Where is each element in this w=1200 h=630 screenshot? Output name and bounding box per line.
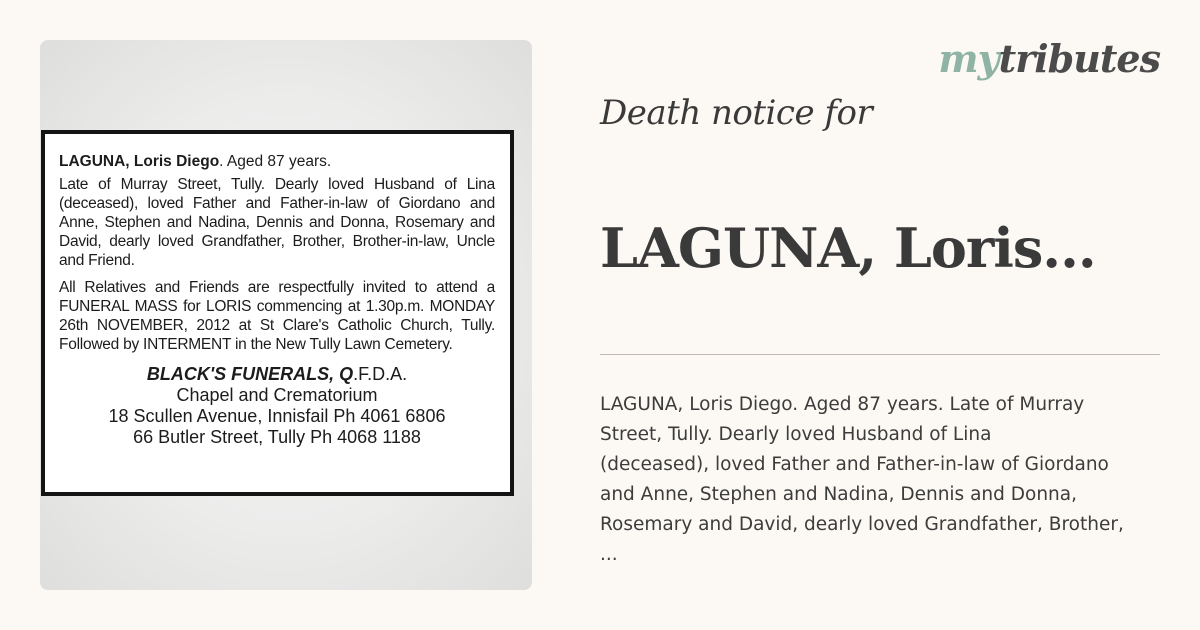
funeral-address-innisfail: 18 Scullen Avenue, Innisfail Ph 4061 6806 bbox=[108, 406, 446, 426]
notice-paragraph-family: Late of Murray Street, Tully. Dearly loved Husband of Lina (deceased), loved Father and Father-in-law of Giordano and Anne, Stephen and Nadina, Dennis and Donna, Rosemary and David, dearly loved Grandfather, Brother, Brother-in-law, Uncle and Friend. bbox=[59, 176, 495, 269]
funeral-director-block bbox=[59, 364, 495, 448]
newspaper-notice bbox=[41, 130, 514, 496]
notice-heading bbox=[59, 152, 495, 171]
deceased-name-title: LAGUNA, Loris... bbox=[600, 216, 1096, 280]
page-intro: Death notice for bbox=[600, 93, 873, 133]
mytributes-logo[interactable]: mytributes bbox=[938, 36, 1160, 81]
divider bbox=[600, 354, 1160, 355]
notice-paragraph-service: All Relatives and Friends are respectfully invited to attend a FUNERAL MASS for LORIS commencing at 1.30p.m. MONDAY 26th NOVEMBER, 2012 at St Clare's Catholic Church, Tully. Followed by INTERMENT in the New Tully Lawn Cemetery. bbox=[59, 279, 495, 353]
funeral-address-tully: 66 Butler Street, Tully Ph 4068 1188 bbox=[133, 427, 421, 447]
notice-deceased-name: LAGUNA, Loris Diego bbox=[59, 153, 220, 170]
funeral-chapel: Chapel and Crematorium bbox=[176, 385, 378, 405]
notice-image bbox=[40, 40, 532, 590]
funeral-director-name: BLACK'S FUNERALS, Q.F.D.A. bbox=[146, 364, 408, 384]
notice-age: . Aged 87 years. bbox=[219, 153, 332, 170]
notice-excerpt: LAGUNA, Loris Diego. Aged 87 years. Late of Murray Street, Tully. Dearly loved Husband of Lina (deceased), loved Father and Father-in-law of Giordano and Anne, Stephen and Nadina, Dennis and Donna, Rosemary and David, dearly loved Grandfather, Brother, ... bbox=[600, 394, 1124, 565]
